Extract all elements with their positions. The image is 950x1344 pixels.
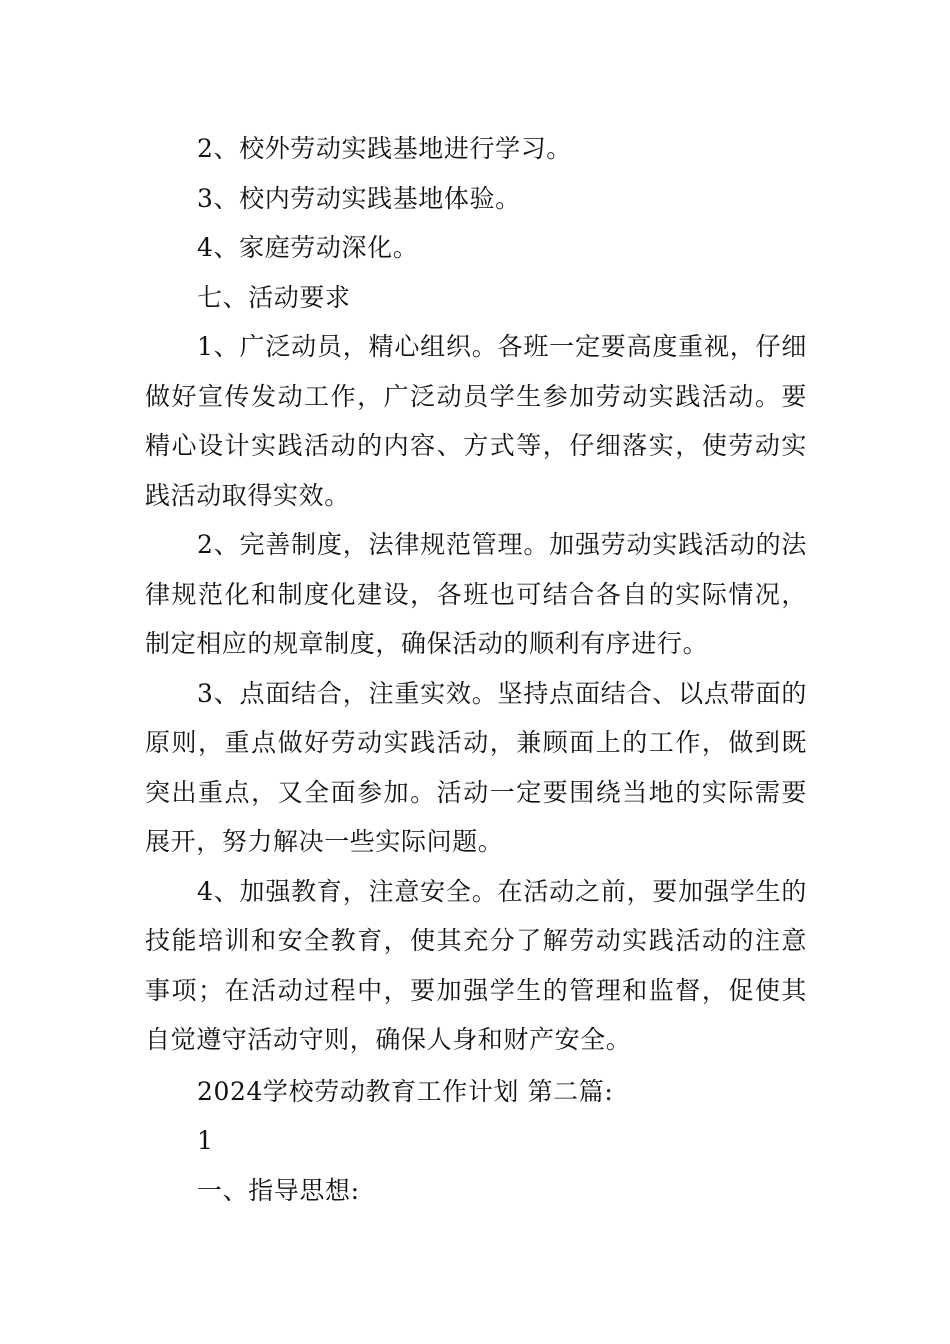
list-item-offcampus-base: 2、校外劳动实践基地进行学习。 [197, 134, 572, 163]
section-number: 1 [197, 1126, 214, 1155]
paragraph-safety: 4、加强教育，注意安全。在活动之前，要加强学生的技能培训和安全教育，使其充分了解劳动实践活动的注意事项；在活动过程中，要加强学生的管理和监督，促使其自觉遵守活动守则，确保人身和财产安全。 [145, 876, 807, 1054]
paragraph-mobilize: 1、广泛动员，精心组织。各班一定要高度重视，仔细做好宣传发动工作，广泛动员学生参加劳动实践活动。要精心设计实践活动的内容、方式等，仔细落实，使劳动实践活动取得实效。 [145, 332, 807, 510]
paragraph-system: 2、完善制度，法律规范管理。加强劳动实践活动的法律规范化和制度化建设，各班也可结合各自的实际情况，制定相应的规章制度，确保活动的顺利有序进行。 [145, 530, 807, 658]
section-heading-requirements: 七、活动要求 [197, 282, 351, 312]
list-item-family-labor: 4、家庭劳动深化。 [197, 233, 419, 262]
list-item-oncampus-base: 3、校内劳动实践基地体验。 [197, 183, 521, 213]
heading-guiding-thought: 一、指导思想: [197, 1175, 360, 1205]
paragraph-combination: 3、点面结合，注重实效。坚持点面结合、以点带面的原则，重点做好劳动实践活动，兼顾面上的工作，做到既突出重点，又全面参加。活动一定要围绕当地的实际需要展开，努力解决一些实际问题。 [145, 678, 807, 856]
document-body [145, 124, 807, 1215]
document-section-title: 2024学校劳动教育工作计划 第二篇: [197, 1076, 614, 1106]
